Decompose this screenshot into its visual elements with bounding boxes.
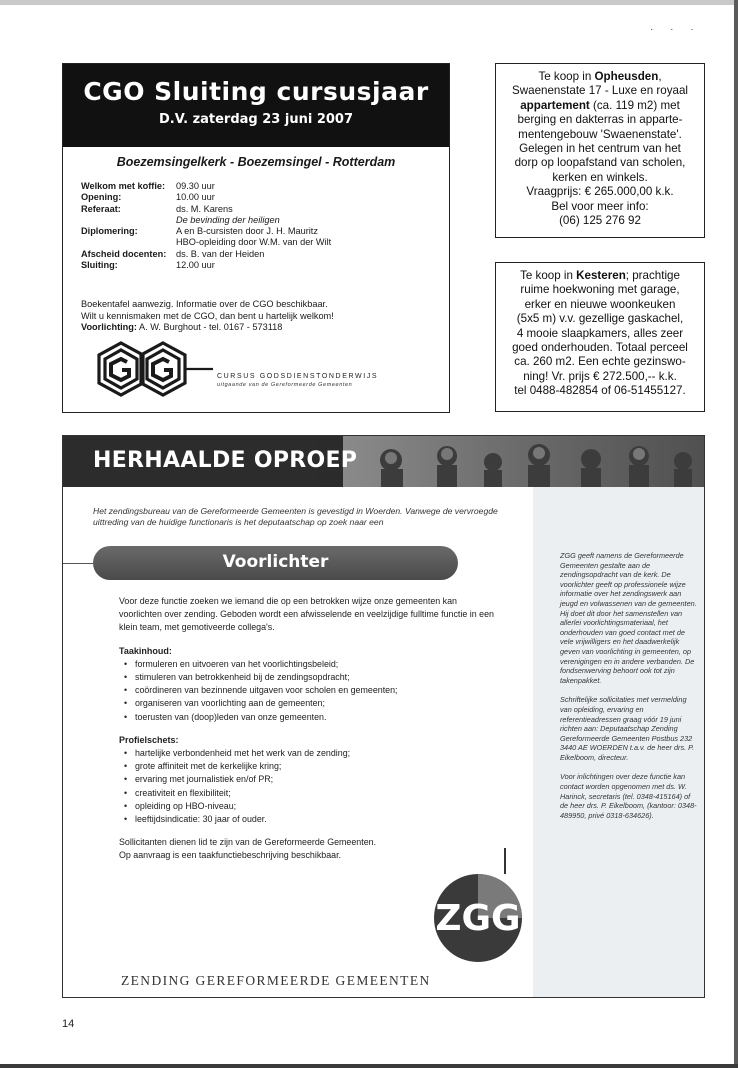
sale-line: goed onderhouden. Totaal perceel: [512, 341, 688, 355]
sale-line: 4 mooie slaapkamers, alles zeer: [516, 326, 684, 340]
list-item: • ervaring met journalistiek en/of PR;: [119, 773, 499, 786]
schedule-label: [81, 237, 176, 248]
schedule-row: [81, 237, 331, 248]
cgo-logo-subtitle: uitgaande van de Gereformeerde Gemeenten: [217, 382, 353, 388]
sidebar-paragraph: ZGG geeft namens de Gereformeerde Gemeenten gestalte aan de zendingsopdracht van de kerk. De voorlichter geeft op professionele wijze informatie over het zendingswerk aan jeugd en volwassenen van de gemeenten. Hij doet dit door het samenstellen van allerlei voorlichtingsmateriaal, het onderhouden van goed contact met de vele vrijwilligers en het daadwerkelijk geven van voorlichting in gemeenten, op verenigingen en in andere verbanden. De fondsenwerving behoort ook tot zijn takenpakket.: [560, 551, 697, 685]
cgo-contact-value: A. W. Burghout - tel. 0167 - 573118: [139, 322, 283, 332]
cgo-announcement: [62, 63, 450, 413]
sale-ad-opheusden: [495, 63, 705, 238]
cgo-footer: [81, 299, 441, 334]
schedule-row: [81, 215, 331, 226]
scan-edge-bottom: [0, 1064, 738, 1068]
cgo-logo-icon: [93, 339, 213, 399]
list-item: • creativiteit en flexibiliteit;: [119, 787, 499, 800]
scan-edge-top: [0, 0, 738, 5]
ad-heading: HERHAALDE OPROEP: [93, 448, 358, 473]
schedule-row: [81, 260, 331, 271]
sale-location: Opheusden: [594, 70, 659, 83]
list-item: • grote affiniteit met de kerkelijke kring;: [119, 760, 499, 773]
schedule-label: [81, 215, 176, 226]
cgo-title: CGO Sluiting cursusjaar: [83, 77, 429, 106]
cgo-logo-name: CURSUS GODSDIENSTONDERWIJS: [217, 373, 379, 380]
sale-text: ,: [658, 70, 662, 83]
divider: [63, 563, 93, 564]
sale-text: ; prachtige: [625, 269, 680, 282]
schedule-value: 12.00 uur: [176, 260, 215, 271]
sale-line: Bel voor meer info:: [551, 199, 649, 213]
zgg-logo-text: ZGG: [435, 898, 521, 939]
schedule-label: Afscheid docenten:: [81, 248, 167, 259]
schedule-label: Welkom met koffie:: [81, 181, 166, 191]
profile-list: [119, 747, 499, 826]
list-item: • organiseren van voorlichting aan de gemeenten;: [119, 697, 499, 710]
zgg-logo-icon: [423, 846, 533, 966]
schedule-value: HBO-opleiding door W.M. van der Wilt: [176, 237, 332, 248]
sidebar-text: [560, 551, 700, 830]
sale-line: Swaenenstate 17 - Luxe en royaal: [512, 84, 688, 98]
cgo-header: [63, 64, 449, 147]
sidebar-paragraph: Schriftelijke sollicitaties met vermelding van opleiding, ervaring en referentieadressen graag vóór 19 juni richten aan: Deputaatschap Zending Gereformeerde Gemeenten Postbus 232 3440 AE WOERDEN t.a.v. de heer drs. P. Eikelboom, directeur.: [560, 695, 695, 762]
cgo-contact: [81, 322, 441, 334]
list-item: • coördineren van bezinnende uitgaven voor scholen en gemeenten;: [119, 684, 499, 697]
sale-line: Gelegen in het centrum van het: [519, 142, 681, 156]
schedule-label: Referaat:: [81, 203, 121, 214]
list-item: • hartelijke verbondenheid met het werk van de zending;: [119, 747, 499, 760]
list-item: • toerusten van (doop)leden van onze gemeenten.: [119, 711, 499, 724]
schedule-value: De bevinding der heiligen: [176, 214, 280, 225]
sale-price: Vraagprijs: € 265.000,00 k.k.: [526, 185, 674, 199]
sale-line: mentengebouw 'Swaenenstate'.: [518, 127, 682, 141]
cgo-footer-line1: Boekentafel aanwezig. Informatie over de CGO beschikbaar.: [81, 299, 328, 309]
tasks-list: [119, 658, 499, 724]
profile-heading: Profielschets:: [119, 734, 179, 745]
sale-location: Kesteren: [576, 269, 626, 282]
sale-text: (ca. 119 m2) met: [589, 98, 680, 112]
page-number: 14: [62, 1018, 75, 1030]
tasks-heading: Taakinhoud:: [119, 645, 172, 656]
sale-line: berging en dakterras in apparte-: [517, 113, 683, 127]
vacancy-ad: [62, 435, 705, 998]
schedule-value: 10.00 uur: [176, 192, 215, 203]
sidebar-paragraph: Voor inlichtingen over deze functie kan contact worden opgenomen met ds. W. Harinck, secretaris (tel. 0348-415164) of de heer drs. P. Eikelboom, (kantoor: 0348-489950, privé 0318-634626).: [560, 772, 697, 820]
header-title-block: [63, 436, 358, 487]
schedule-row: [81, 226, 331, 237]
sale-phone: tel 0488-482854 of 06-51455127.: [514, 384, 686, 398]
description-paragraph: Voor deze functie zoeken we iemand die op een betrokken wijze onze gemeenten kan voorlichten over zending. Geboden wordt een afwisselende en veelzijdige fulltime functie in een klein team, met gemotiveerde collega's.: [119, 596, 494, 633]
sale-line: ca. 260 m2. Een echte gezinswo-: [514, 355, 686, 369]
schedule-row: [81, 249, 331, 260]
sale-line: (5x5 m) v.v. gezellige gaskachel,: [516, 312, 684, 326]
schedule-label: Diplomering:: [81, 226, 138, 237]
sale-text: Te koop in: [538, 70, 595, 83]
sale-line: [496, 269, 704, 283]
vacancy-body: [119, 595, 499, 863]
cgo-church: Boezemsingelkerk - Boezemsingel - Rotterdam: [116, 155, 396, 169]
sale-line: [496, 70, 704, 84]
schedule-label: Opening:: [81, 192, 122, 203]
closing-line: Op aanvraag is een taakfunctiebeschrijving beschikbaar.: [119, 850, 342, 861]
sale-line: [496, 99, 704, 113]
sale-line: kerken en winkels.: [552, 170, 648, 184]
sale-property-type: appartement: [520, 98, 590, 112]
list-item: • opleiding op HBO-niveau;: [119, 800, 499, 813]
intro-text: Het zendingsbureau van de Gereformeerde Gemeenten is gevestigd in Woerden. Vanwege de vervroegde uittreding van de huidige functionaris is het deputaatschap op zoek naar een: [93, 506, 498, 527]
cgo-footer-line2: Wilt u kennismaken met de CGO, dan bent u hartelijk welkom!: [81, 310, 334, 321]
schedule-row: [81, 192, 331, 203]
sale-line: erker en nieuwe woonkeuken: [524, 297, 676, 311]
scan-specks: · · ·: [650, 24, 701, 35]
cgo-contact-label: Voorlichting:: [81, 322, 137, 332]
sale-line: dorp op loopafstand van scholen,: [514, 156, 686, 170]
sale-text: Te koop in: [520, 269, 577, 282]
sale-ad-kesteren: [495, 262, 705, 412]
list-item: • formuleren en uitvoeren van het voorlichtingsbeleid;: [119, 658, 499, 671]
sale-line: ruime hoekwoning met garage,: [520, 283, 680, 297]
list-item: • stimuleren van betrokkenheid bij de zendingsopdracht;: [119, 671, 499, 684]
position-title: Voorlichter: [222, 552, 329, 572]
closing-line: Sollicitanten dienen lid te zijn van de Gereformeerde Gemeenten.: [119, 837, 377, 848]
schedule-row: [81, 181, 331, 192]
scan-edge-right: [734, 0, 738, 1068]
schedule-value: ds. M. Karens: [176, 203, 233, 214]
list-item: • leeftijdsindicatie: 30 jaar of ouder.: [119, 813, 499, 826]
cgo-schedule: [81, 181, 331, 271]
schedule-value: 09.30 uur: [176, 181, 215, 191]
schedule-label: Sluiting:: [81, 260, 118, 271]
schedule-value: ds. B. van der Heiden: [176, 248, 265, 259]
sale-price: ning! Vr. prijs € 272.500,-- k.k.: [523, 369, 677, 383]
organisation-name: ZENDING GEREFORMEERDE GEMEENTEN: [121, 973, 431, 988]
cgo-date: D.V. zaterdag 23 juni 2007: [158, 112, 354, 127]
schedule-row: [81, 204, 331, 215]
schedule-value: A en B-cursisten door J. H. Mauritz: [176, 226, 318, 237]
sale-phone: (06) 125 276 92: [559, 214, 641, 228]
children-photo-strip: [343, 436, 705, 487]
